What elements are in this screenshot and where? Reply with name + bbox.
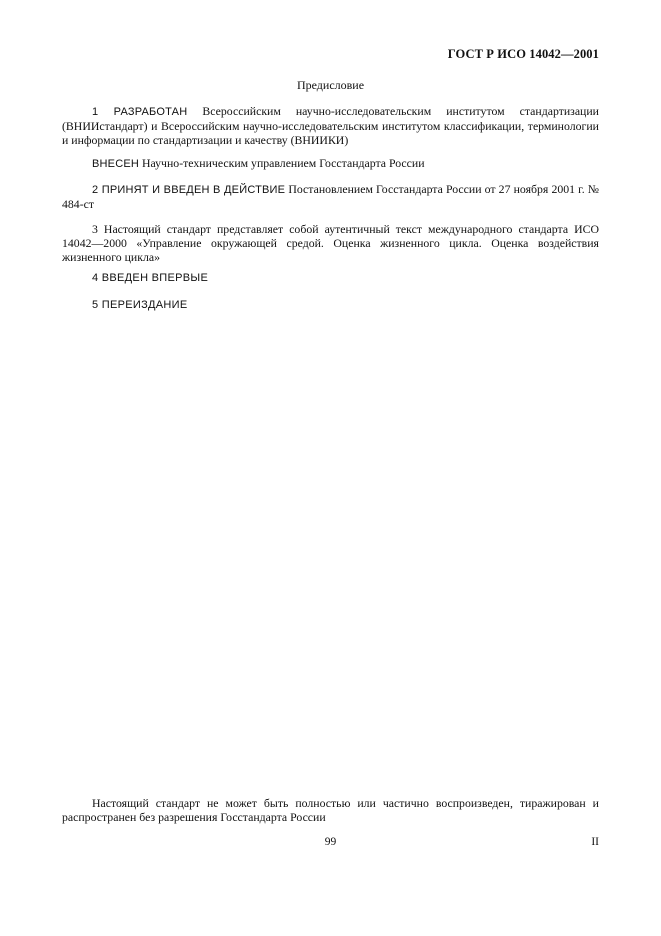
foreword-introduced <box>62 156 599 171</box>
document-code: ГОСТ Р ИСО 14042—2001 <box>447 47 599 61</box>
foreword-item-2 <box>62 182 599 211</box>
foreword-title: Предисловие <box>296 78 365 92</box>
page-number: 99 <box>324 836 337 848</box>
introduced-caps: ВНЕСЕН <box>92 158 140 170</box>
introduced-text: Научно-техническим управлением Госстандарта России <box>142 156 425 170</box>
foreword-item-3: 3 Настоящий стандарт представляет собой аутентичный текст международного стандарта ИСО 14042—2000 «Управление окружающей средой. Оценка жизненного цикла. Оценка воздействия жизненного цикла» <box>62 222 599 264</box>
item-1-caps: 1 РАЗРАБОТАН <box>92 106 188 118</box>
copyright-note: Настоящий стандарт не может быть полностью или частично воспроизведен, тиражирован и распространен без разрешения Госстандарта России <box>62 796 599 824</box>
item-2-text: Постановлением Госстандарта России от 27 ноября 2001 г. № 484-ст <box>62 182 600 211</box>
item-1-text: Всероссийским научно-исследовательским институтом стандартизации (ВНИИстандарт) и Всероссийским научно-исследовательским институтом классификации, терминологии и информации по стандартизации и качеству (ВНИИКИ) <box>62 104 599 147</box>
foreword-item-5: 5 ПЕРЕИЗДАНИЕ <box>92 299 188 311</box>
roman-page-number: II <box>591 836 599 848</box>
foreword-item-1 <box>62 104 599 147</box>
item-2-caps: 2 ПРИНЯТ И ВВЕДЕН В ДЕЙСТВИЕ <box>92 184 286 196</box>
foreword-item-4: 4 ВВЕДЕН ВПЕРВЫЕ <box>92 272 209 284</box>
